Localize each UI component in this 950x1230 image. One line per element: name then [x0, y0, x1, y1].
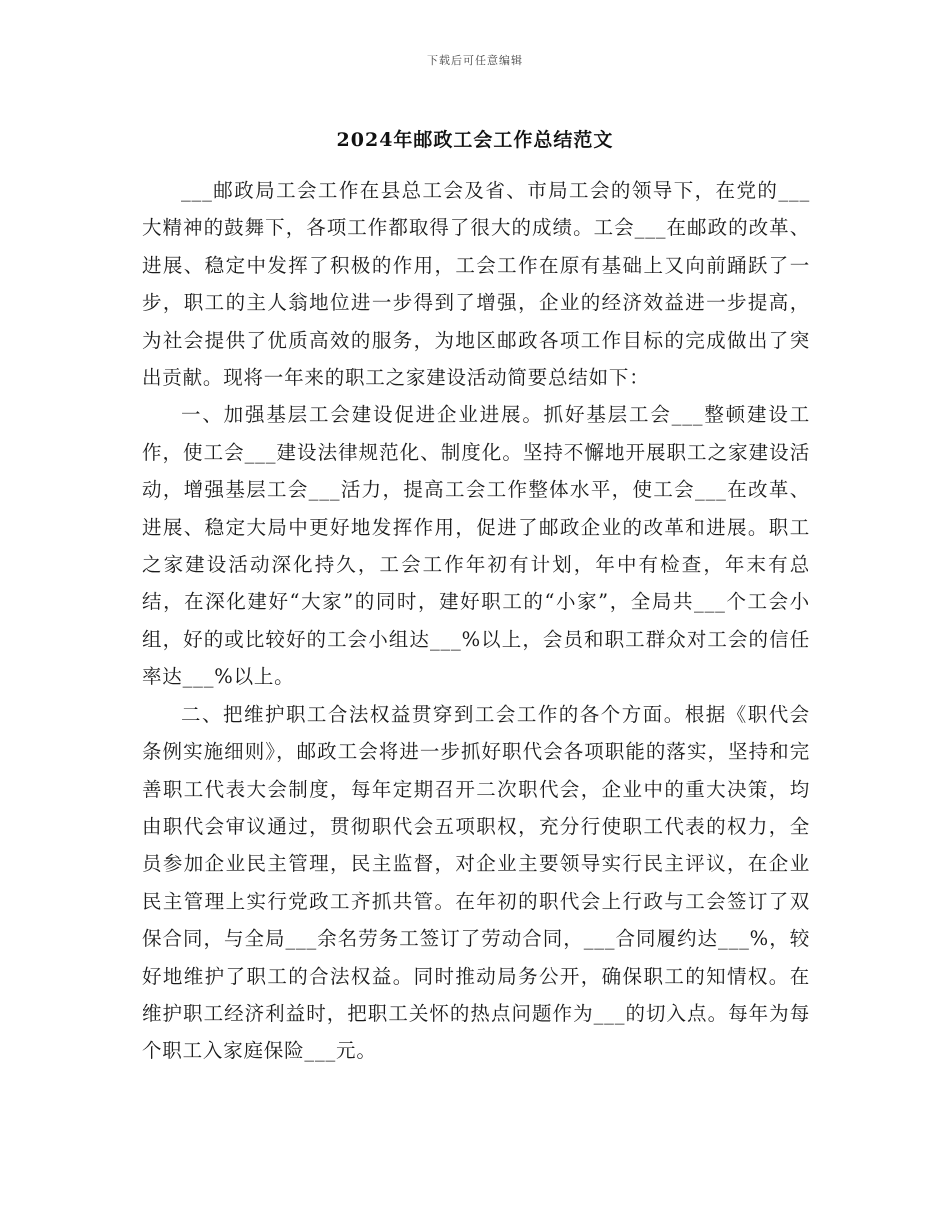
- document-body: [142, 172, 810, 1070]
- document-title: 2024年邮政工会工作总结范文: [336, 129, 614, 151]
- paragraph-section-1: 一、加强基层工会建设促进企业进展。抓好基层工会___整顿建设工作，使工会___建设法律规范化、制度化。坚持不懈地开展职工之家建设活动，增强基层工会___活力，提高工会工作整体水平，使工会___在改革、进展、稳定大局中更好地发挥作用，促进了邮政企业的改革和进展。职工之家建设活动深化持久，工会工作年初有计划，年中有检查，年末有总结，在深化建好“大家”的同时，建好职工的“小家”，全局共___个工会小组，好的或比较好的工会小组达___%以上，会员和职工群众对工会的信任率达___%以上。: [142, 403, 810, 689]
- paragraph-section-2: 二、把维护职工合法权益贯穿到工会工作的各个方面。根据《职代会条例实施细则》，邮政工会将进一步抓好职代会各项职能的落实，坚持和完善职工代表大会制度，每年定期召开二次职代会，企业中的重大决策，均由职代会审议通过，贯彻职代会五项职权，充分行使职工代表的权力，全员参加企业民主管理，民主监督，对企业主要领导实行民主评议，在企业民主管理上实行党政工齐抓共管。在年初的职代会上行政与工会签订了双保合同，与全局___余名劳务工签订了劳动合同，___合同履约达___%，较好地维护了职工的合法权益。同时推动局务公开，确保职工的知情权。在维护职工经济利益时，把职工关怀的热点问题作为___的切入点。每年为每个职工入家庭保险___元。: [142, 702, 810, 1063]
- paragraph-intro: ___邮政局工会工作在县总工会及省、市局工会的领导下，在党的___大精神的鼓舞下，各项工作都取得了很大的成绩。工会___在邮政的改革、进展、稳定中发挥了积极的作用，工会工作在原有基础上又向前踊跃了一步，职工的主人翁地位进一步得到了增强，企业的经济效益进一步提高，为社会提供了优质高效的服务，为地区邮政各项工作目标的完成做出了突出贡献。现将一年来的职工之家建设活动简要总结如下：: [142, 179, 810, 390]
- page-header-note: 下载后可任意编辑: [427, 54, 523, 67]
